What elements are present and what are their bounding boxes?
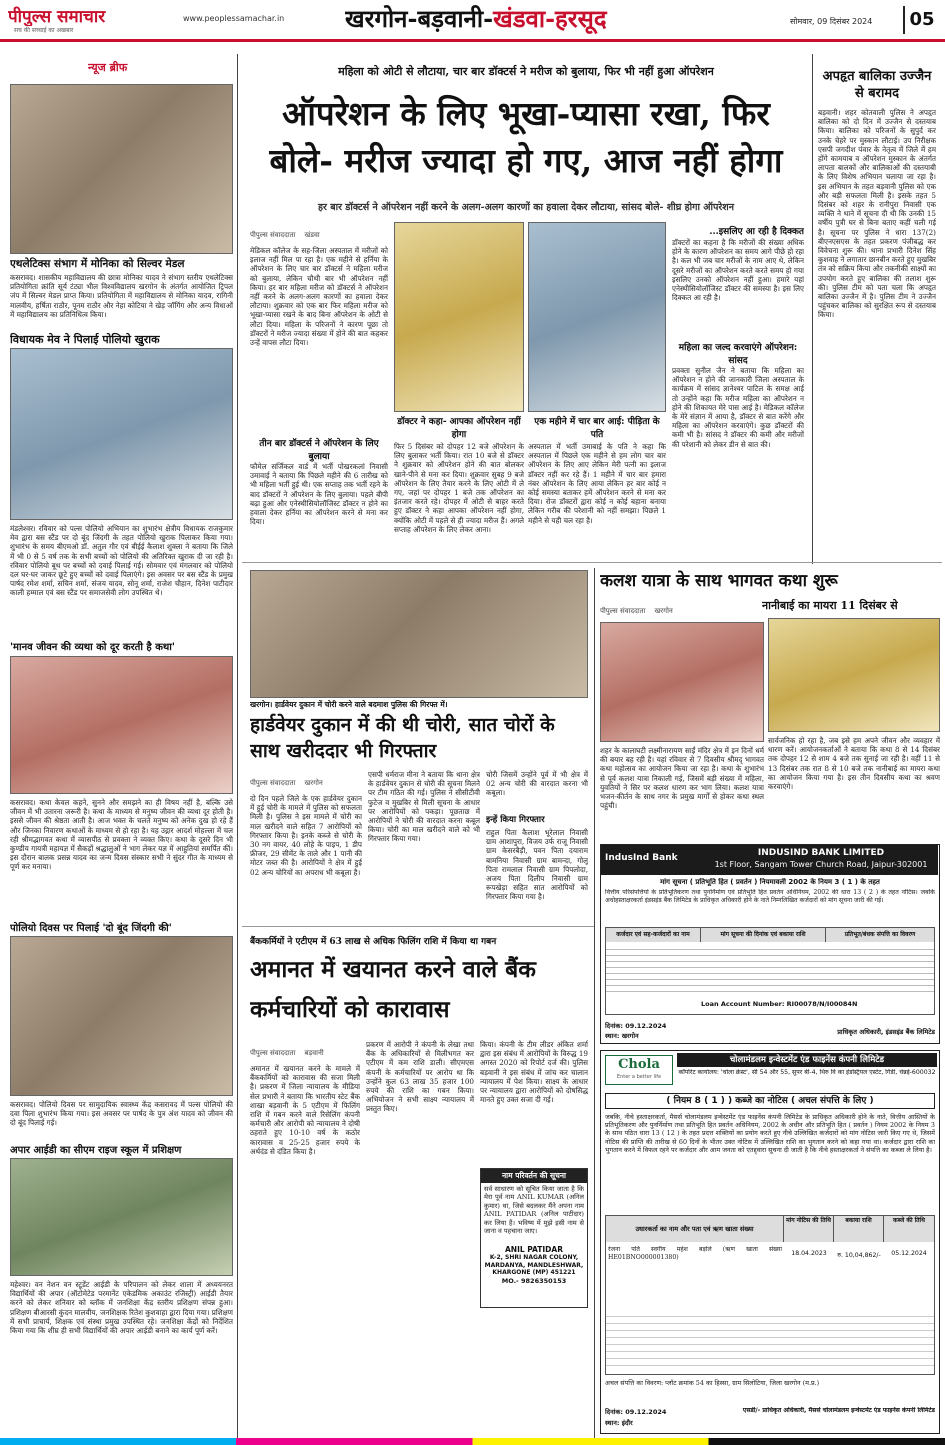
middle-column-rule (594, 568, 595, 1438)
chola-row-amount: रु. 10,04,862/- (837, 1252, 881, 1259)
kalash-subhead: नानीबाई का मायरा 11 दिसंबर से (762, 599, 898, 612)
edition-title (345, 2, 765, 38)
indusind-th-borrower: कर्जदार एवं सह-कर्जदारों का नाम (606, 928, 701, 942)
lead-deck: हर बार डॉक्टर्स ने ऑपरेशन नहीं करने के अलग-अलग कारणों का हवाला देकर लौटाया, सांसद बोले- शीघ्र होगा ऑपरेशन (317, 202, 734, 213)
bank-col3: किया। कंपनी के टीम लीडर अंकित शर्मा द्वारा इस संबंध में आरोपियों के विरुद्ध 19 अगस्त 2020 को रिपोर्ट दर्ज की। पुलिस बड़वानी ने इस संबंध में जांच कर चालान न्यायालय में पेश किया। साक्ष्य के आधार पर न्यायालय द्वारा आरोपियों को दोषसिद्ध मानते हुए उक्त सजा दी गई। (480, 1040, 588, 1105)
brand-tagline: सच की सच्चाई का अखबार (14, 27, 74, 34)
indusind-table (605, 927, 935, 1015)
brief-body-apaar-id: महेश्वर। वन नेशन वन स्टूडेंट आईडी के परिपालन को लेकर शाला में अध्ययनरत विद्यार्थियों की अपार (ऑटोमेटेड परमानेंट एकेडमिक अकाउंट रजिस्ट्री) आईडी तैयार करने को लेकर शनिवार को ब्लॉक में जनशिक्षा केंद्र स्तरीय प्रशिक्षण संपन्न हुआ। प्रशिक्षण बीआरसी कुंदन मालवीय, जनशिक्षक रितेश कुशवाहा द्वारा दिया गया। प्रशिक्षण में सभी प्राचार्य, शिक्षक एवं संस्था प्रमुख उपस्थित रहे। जनशिक्षा केंद्रों को निर्देशित किया गया कि शीघ्र ही सभी विद्यार्थियों की अपार आईडी बनाने का कार्य पूर्ण करें। (10, 1280, 233, 1336)
brand-logo (8, 4, 178, 26)
bank-col2: प्रकरण में आरोपी ने कंपनी के लेखा तथा बैंक के अधिकारियों से मिलीभगत कर एटीएम में कम राशि डाली। सीएमएस कंपनी के कर्मचारियों पर आरोप था कि उन्होंने कुल 63 लाख 35 हजार 100 रुपये की राशि का गबन किया। अभियोजन ने सभी साक्ष्य न्यायालय में प्रस्तुत किए। (366, 1040, 474, 1114)
lead-col1: मेडिकल कॉलेज के सह-जिला अस्पताल में मरीजों को इलाज नहीं मिल पा रहा है। एक महीने से हर्निया के ऑपरेशन के लिए चार बार डॉक्टर्स ने महिला मरीज को बुलाया, लेकिन चौथी बार भी ऑपरेशन नहीं किया। हर बार महिला मरीज को डॉक्टर्स ने ऑपरेशन नहीं करने के अलग-अलग कारणों का हवाला देकर लौटाया। शुक्रवार को एक बार फिर महिला मरीज को भूखा-प्यासा रखने के बाद बिना ऑपरेशन के ओटी से लौटा दिया। महिला के परिजनों ने कारण पूछा तो डॉक्टरों ने मरीज ज्यादा संख्या में होने की बात कहकर उन्हें वापस लौटा दिया। (250, 246, 388, 348)
chola-property: अचल संपत्ति का विवरण: प्लॉट क्रमांक 54 का हिस्सा, ग्राम सिलोटिया, जिला खरगोन (म.प्र.) (605, 1379, 820, 1387)
brief-title-apaar-id: अपार आईडी का सीएम राइज स्कूल में प्रशिक्षण (10, 1145, 182, 1156)
chola-row-lines (606, 1310, 934, 1370)
lead-col3: अस्पताल में भर्ती उमाबाई के पति ने कहा कि अस्पताल में पिछले एक महीने से हम लोग चार बार ऑपरेशन के लिए आए लेकिन मेरी पत्नी का इलाज डॉक्टर नहीं कर रहे हैं। 1 महीने में चार बार हमारा नंबर ऑपरेशन के लिए आया लेकिन हर बार कोई न कोई समस्या बताकर हमें ऑपरेशन करने से मना कर दिया। रोज डॉक्टरों द्वारा कोई न कोई बहाना बनाया लेकिन गरीब की परेशानी को नहीं समझा। पिछले 1 महीने से यही चल रहा है। (528, 442, 666, 525)
news-brief-label: न्यूज ब्रीफ (88, 61, 128, 74)
lead-side-label: ...इसलिए आ रही है दिक्कत (709, 227, 804, 237)
print-registration-strip (0, 1438, 945, 1445)
theft-col2: एसपी धर्मराज मीना ने बताया कि थाना क्षेत्र के हार्डवेयर दुकान से चोरी की सूचना मिलने पर टीम गठित की गई। पुलिस ने सीसीटीवी फुटेज व मुखबिर से मिली सूचना के आधार पर आरोपियों को पकड़ा। पूछताछ में आरोपियों ने चोरी की वारदात करना कबूल किया। चोरी का माल खरीदने वाले को भी गिरफ्तार किया गया। (368, 770, 480, 844)
lead-col2: फिर 5 दिसंबर को दोपहर 12 बजे ऑपरेशन के लिए बुलाकर भर्ती किया। रात 10 बजे से डॉक्टर ने शुक्रवार को ऑपरेशन होने की बात बोलकर खाने-पीने से मना कर दिया। शुक्रवार सुबह 9 बजे ऑपरेशन के लिए तैयार करने के लिए ओटी में ले गए, जहां पर दोपहर 1 बजे तक ऑपरेशन का इंतजार करते रहे। दोपहर में ओटी से बाहर करते हुए डॉक्टर ने कहा आपका ऑपरेशन नहीं होगा, क्योंकि ओटी में पहले से ही ज्यादा मरीज हैं। अगले सप्ताह ऑपरेशन के लिए लेकर आना। (394, 442, 524, 534)
indusind-address: 1st Floor, Sangam Tower Church Road, Jaipur-302001 (714, 860, 928, 869)
theft-col3b: राहुल पिता कैलाश भूरेलाल निवासी ग्राम आशापुरा, विजय उर्फ राजू निवासी ग्राम केसरबैड़ी, पवन पिता दयाराम बामनिया निवासी ग्राम बामन्दा, गोलू पिता रामलाल निवासी ग्राम पिपलोदा, अजय पिता दिलीप निवासी ग्राम रूपखेड़ा सहित सात आरोपियों को गिरफ्तार किया गया है। (486, 828, 588, 902)
lead-col4: डॉक्टरों का कहना है कि मरीजों की संख्या अधिक होने के कारण ऑपरेशन का समय आगे पीछे हो रहा है। कल भी जब चार मरीजों के नाम आए थे, लेकिन दूसरे मरीजों का ऑपरेशन करते करते समय हो गया इसलिए उनको ऑपरेशन नहीं हुआ। हमारे यहां एनेस्थीसियोलॉजिस्ट डॉक्टर की समस्या है। इस लिए दिक्कत आ रही है। (672, 238, 804, 303)
chola-title: ( नियम 8 ( 1 ) ) कब्जे का नोटिस ( अचल संपत्ति के लिए ) (605, 1093, 935, 1109)
brief-photo-athletes (10, 84, 233, 254)
chola-logo-word: Chola (618, 1057, 660, 1072)
chola-notice (600, 1050, 940, 1434)
theft-photo (250, 570, 588, 698)
brief-title-katha: 'मानव जीवन की व्यथा को दूर करती है कथा' (10, 642, 175, 653)
indusind-name: INDUSIND BANK LIMITED (757, 848, 885, 858)
kalash-col2: सार्वजनिक हो रहा है, जब इसे हम अपने जीवन और व्यवहार में धारण करें। आयोजनकर्ताओं ने बताया कि कथा 8 से 14 दिसंबर तक दोपहर 12 से शाम 4 बजे तक सुनाई जा रही है। वहीं 11 से 13 दिसंबर तक रात 8 से 10 बजे तक नानीबाई का मायरा कथा का आयोजन किया गया है। इस तीन दिवसीय कथा का श्रवण करवाएंगे। (768, 736, 940, 792)
kalash-photo-1 (600, 622, 764, 742)
indusind-loan-number: Loan Account Number: RI00078/N/I00084N (701, 1000, 858, 1008)
chola-th-demand-date: मांग नोटिस की तिथि (784, 1216, 834, 1242)
indusind-date: दिनांक: 09.12.2024 (605, 1022, 667, 1030)
chola-date: दिनांक: 09.12.2024 (605, 1408, 667, 1416)
bank-byline-name: पीपुल्स संवाददाता (250, 1049, 296, 1057)
lead-photo-hospital (528, 222, 666, 412)
theft-col1: दो दिन पहले जिले के एक हार्डवेयर दुकान में हुई चोरी के मामले में पुलिस को सफलता मिली है। पुलिस ने इस मामले में चोरी का माल खरीदने वाले सहित 7 आरोपियों को गिरफ्तार किया है। इनके कब्जे से चोरी के 30 नग वायर, 40 लोहे के पाइप, 1 डीप फ्रीजर, 29 सीमेंट के ताले और 1 पानी की मोटर जब्त की है। आरोपियों ने क्षेत्र में हुई 02 अन्य चोरियों का अपराध भी कबूला है। (250, 794, 362, 877)
lead-byline-place: खंडवा (304, 231, 320, 239)
bank-kicker: बैंककर्मियों ने एटीएम में 63 लाख से अधिक फिलिंग राशि में किया था गबन (250, 937, 497, 947)
bank-headline: अमानत में खयानत करने वाले बैंक कर्मचारियों को कारावास (250, 956, 536, 1023)
lead-photo-patient (394, 222, 524, 412)
theft-headline: हार्डवेयर दुकान में की थी चोरी, सात चोरों के साथ खरीददार भी गिरफ्तार (250, 714, 555, 762)
brief-body-polio-day: कसरावद। पोलियो दिवस पर सामुदायिक स्वास्थ्य केंद्र कसरावद में पल्स पोलियो की दवा पिला शुभारंभ किया गया। इस अवसर पर पार्षद के पुत्र अंश यादव को जीवन की दो बूंद पिलाई गई। (10, 1100, 233, 1128)
name-change-notice (480, 1168, 588, 1308)
chola-row-possession: 05.12.2024 (891, 1250, 927, 1257)
lead-col1b: फौमेल सर्जिकल वार्ड में भर्ती पोखरकलां निवासी उमावाई ने बताया कि पिछले महीने की 6 तारीख को भी महिला भर्ती हुई थी। एक सप्ताह तक भर्ती रहने के बाद डॉक्टरों ने ऑपरेशन के लिए बुलाया। पहले बीपी बढ़ा हुआ और एनेस्थीसियोलॉजिस्ट डॉक्टर न होने का हवाला देकर हर्निया का ऑपरेशन करने से मना कर दिया। (250, 462, 388, 527)
theft-subhead: इन्हें किया गिरफ्तार (486, 815, 545, 825)
chola-address: कॉर्पोरेट कार्यालय: 'चोला क्रेस्ट', सी 54 और 55, सुपर बी-4, थिरु वि का इंडस्ट्रियल एस्टेट, गिंडी, चेन्नई-600032 (678, 1069, 936, 1076)
brief-title-polio-mla: विधायक मेव ने पिलाई पोलियो खुराक (10, 333, 160, 346)
theft-byline (250, 770, 370, 790)
chola-th-amount: बकाया राशि (834, 1216, 884, 1242)
indusind-place: स्थान: खरगोन (605, 1032, 639, 1040)
site-url[interactable]: www.peoplessamachar.in (183, 14, 285, 23)
lead-col4b: प्रवक्ता सुनील जैन ने बताया कि महिला का ऑपरेशन न होने की जानकारी जिला अस्पताल के कार्यक्रम में सांसद ज्ञानेश्वर पाटिल के समक्ष आई तो उन्होंने कहा कि मरीज महिला का ऑपरेशन न होने की शिकायत मेरे पास आई है। मेडिकल कॉलेज के मेरे संज्ञान में आया है, डॉक्टर से बात करेंगे और महिला का ऑपरेशन करवाएंगे। कुछ डॉक्टरों की कमी भी है। सांसद ने डॉक्टर की कमी और मरीजों की परेशानी को लेकर डीन से बात की। (672, 366, 804, 449)
indusind-signer: प्राधिकृत अधिकारी, इंडसइंड बैंक लिमिटेड (837, 1028, 935, 1036)
notice-address: K-2, SHRI NAGAR COLONY, MARDANYA, MANDLESHWAR, KHARGONE (MP) 451221 (484, 1254, 584, 1277)
lead-kicker: महिला को ओटी से लौटाया, चार बार डॉक्टर्स ने मरीज को बुलाया, फिर भी नहीं हुआ ऑपरेशन (338, 65, 714, 78)
theft-col3: चोरी जिसमें उन्होंने पूर्व में भी क्षेत्र में 02 अन्य चोरी की वारदात करना भी कबूला। (486, 770, 588, 798)
brand-name: पीपुल्स समाचार (8, 7, 106, 26)
brief-photo-polio-day (10, 936, 233, 1096)
chola-row-demand-date: 18.04.2023 (791, 1250, 827, 1257)
kalash-headline: कलश यात्रा के साथ भागवत कथा शुरू (600, 571, 838, 591)
left-column-rule (237, 54, 238, 1439)
news-brief-column (10, 54, 233, 1434)
lead-photo-caption-2: एक महीने में चार बार आई: पीड़िता के पति (534, 417, 660, 440)
abducted-headline: अपहृत बालिका उज्जैन से बरामद (822, 69, 932, 101)
brief-photo-polio-mla (10, 348, 233, 520)
right-column-rule (812, 54, 813, 564)
brief-body-katha: कसरावद। कथा केवल कहने, सुनने और समझने का ही विषय नहीं है, बल्कि उसे जीवन में भी उतारना जरूरी है। कथा के माध्यम से मनुष्य जीवन की व्यथा दूर होती है। इससे जीवन की श्रेष्ठता आती है। आज भक्त के चलते मनुष्य को अनेक दुख हो रहे हैं और जिनका निवारण कथाओं के माध्यम से हो रहा है। यह उद्गार आदर्श मोहल्ला में चल रही श्रीमद्भागवत कथा में व्यासपीठ से प्रवक्ता ने व्यक्त किए। कथा के दूसरे दिन भी कुण्डीय गायत्री महायज्ञ में सैकड़ों श्रद्धालुओं ने भाग लेकर यज्ञ में आहुतियां समर्पित कीं। इस दौरान बालक प्रसन्न यादव का जन्म दिवस संस्कार सभी ने सुंदर गीत के माध्यम से पूर्ण कर मनाया। (10, 798, 233, 872)
notice-body: सर्व साधारण को सूचित किया जाता है कि मेरा पूर्व नाम ANIL KUMAR (अनिल कुमार) था, जिसे बदलकर मैंने अपना नाम ANIL PATIDAR (अनिल पाटीदार) कर लिया है। भविष्य में मुझे इसी नाम से जाना व पहचाना जाए। (484, 1185, 584, 1236)
brief-title-polio-day: पोलियो दिवस पर पिलाई 'दो बूंद जिंदगी की' (10, 923, 172, 934)
indusind-th-demand: मांग सूचना की दिनांक एवं बकाया राशि (701, 928, 826, 942)
theft-photo-caption: खरगोन। हार्डवेयर दुकान में चोरी करने वाले बदमाश पुलिस की गिरफ्त में। (250, 700, 448, 709)
kalash-byline-place: खरगोन (654, 607, 673, 615)
chola-th-possession: कब्जे की तिथि (884, 1216, 934, 1242)
kalash-col1: शहर के कालाघटी लक्ष्मीनारायण साईं मंदिर क्षेत्र में इन दिनों धर्म की बयार बह रही है। यहां रविवार से 7 दिवसीय श्रीमद् भागवत कथा महोत्सव का आयोजन किया जा रहा है। कथा के शुभारंभ से पूर्व कलश यात्रा निकाली गई, जिसमें बड़ी संख्या में महिला, युवतियों ने सिर पर कलश धारण कर भाग लिया। कलश यात्रा भजन-कीर्तन के साथ नगर के प्रमुख मार्गों से होकर कथा स्थल पहुंची। (600, 746, 764, 811)
lead-byline (250, 222, 390, 242)
chola-body: जबकि, नीचे हस्ताक्षरकर्ता, मैसर्स चोलामंडलम इन्वेस्टमेंट एंड फाइनेंस कंपनी लिमिटेड के प्राधिकृत अधिकारी होने के नाते, वित्तीय आस्तियों के प्रतिभूतिकरण और पुनर्निर्माण तथा प्रतिभूति हित प्रवर्तन अधिनियम, 2002 के अधीन और प्रतिभूति हित ( प्रवर्तन ) नियम 2002 के नियम 3 के साथ पठित धारा 13 ( 12 ) के तहत प्रदत्त शक्तियों का प्रयोग करते हुए नीचे उल्लिखित कर्जदारों को मांग नोटिस जारी किए गए थे, जिसमें नोटिस की प्राप्ति की तारीख से 60 दिनों के भीतर उक्त नोटिस में उल्लिखित राशि का भुगतान करने को कहा गया था। कर्जदार द्वारा राशि का भुगतान करने में विफल रहने पर कर्जदार और आम जनता को एतद्द्वारा सूचना दी जाती है कि नीचे हस्ताक्षरकर्ता ने संपत्ति का कब्जा ले लिया है। (605, 1113, 935, 1154)
page-number: 05 (903, 6, 939, 34)
issue-date: सोमवार, 09 दिसंबर 2024 (790, 17, 873, 26)
notice-name: ANIL PATIDAR (504, 1245, 563, 1254)
chola-signer: एसडी/- प्राधिकृत अधिकारी, मैसर्स चोलामंडलम इन्वेस्टमेंट एंड फाइनेंस कंपनी लिमिटेड (742, 1407, 935, 1414)
indusind-row-lines (606, 944, 934, 996)
bank-byline-place: बड़वानी (304, 1049, 324, 1057)
brief-photo-apaar-id (10, 1158, 233, 1276)
bank-col1: अमानत में खयानत करने के मामले में बैंककर्मियों को कारावास की सजा मिली है। प्रकरण में जिला न्यायालय के मीडिया सेल प्रभारी ने बताया कि भारतीय स्टेट बैंक शाखा बड़वानी के 5 एटीएम में फिलिंग राशि में गबन करने वाले रिसेलिंग कंपनी कर्मचारी और आरोपी को न्यायालय ने दोषी ठहराते हुए 10-10 वर्ष के कठोर कारावास व 25-25 हजार रुपये के अर्थदंड से दंडित किया है। (250, 1064, 360, 1156)
chola-logo-tag: Enter a better life (616, 1074, 662, 1080)
lead-byline-name: पीपुल्स संवाददाता (250, 231, 296, 239)
edition-part2: खंडवा-हरसूद (493, 4, 607, 33)
notice-heading: नाम परिवर्तन की सूचना (481, 1169, 587, 1183)
indusind-header (601, 845, 938, 875)
indusind-body: वित्तीय परिसंपत्तियों के प्रतिभूतिकरण तथा पुनर्निर्माण एवं प्रतिभूति हित प्रवर्तन अधिनियम, 2002 की धारा 13 ( 2 ) के तहत नोटिस। जबकि अधोहस्ताक्षरकर्ता इंडसइंड बैंक लिमिटेड के प्राधिकृत अधिकारी होने के नाते निम्नलिखित कर्जदारों को मांग सूचना जारी की गई। (605, 889, 935, 904)
lead-headline: ऑपरेशन के लिए भूखा-प्यासा रखा, फिर बोले- मरीज ज्यादा हो गए, आज नहीं होगा (269, 94, 783, 180)
abducted-body: बड़वानी। शहर कोतवाली पुलिस ने अपहृत बालिका को दो दिन में उज्जैन से दस्तयाब किया। बालिका को परिजनों के सुपुर्द कर उनके चेहरे पर मुस्कान लौटाई। उप निरीक्षक एसपी जगदीश पंवार के नेतृत्व में जिले में हम होंगे कामयाब व ऑपरेशन मुस्कान के अंतर्गत लापता बालकों और बालिकाओं की दस्तयाबी के लिए विशेष अभियान चलाया जा रहा है। इस अभियान के तहत बड़वानी पुलिस को एक और बड़ी सफलता मिली है। इसके तहत 5 दिसंबर को शहर के रानीपुरा निवासी एक व्यक्ति ने थाने में सूचना दी थी कि उनकी 15 वर्षीय पुत्री घर से बिना बताए कहीं चली गई है। सूचना पर पुलिस ने धारा 137(2) बीएनएसएस के तहत प्रकरण पंजीबद्ध कर विवेचना शुरू की। थाना प्रभारी दिनेश सिंह कुशवाह ने लगातार छानबीन करते हुए मुखबिर तंत्र को सक्रिय किया और तकनीकी साक्ष्यों का उपयोग करते हुए बालिका की तलाश शुरू की। पुलिस टीम को पता चला कि अपहृत बालिका उज्जैन में है। पुलिस टीम ने उज्जैन पहुंचकर बालिका को सुरक्षित रूप से दस्तयाब किया। (818, 108, 936, 320)
indusind-logo: IndusInd Bank (605, 853, 678, 863)
chola-name: चोलामंडलम इन्वेस्टमेंट एंड फाइनेंस कंपनी लिमिटेड (677, 1053, 937, 1067)
masthead (0, 0, 945, 42)
chola-th-borrower: उधारकर्ता का नाम और पता एवं ऋण खाता संख्या (606, 1216, 784, 1242)
brief-title-athletics: एथलेटिक्स संभाग में मोनिका को सिल्वर मेडल (10, 258, 185, 270)
indusind-notice (600, 844, 940, 1044)
theft-bottom-rule (242, 926, 594, 927)
chola-row-borrower: रंजना पति स्वर्गीय महेश बड़ोले (ऋण खाता संख्या HE01BNO000001380) (608, 1246, 782, 1261)
indusind-th-property: प्रतिभूत/बंधक संपत्ति का विवरण (826, 928, 934, 942)
chola-place: स्थान: इंदौर (605, 1419, 633, 1427)
kalash-byline-name: पीपुल्स संवाददाता (600, 607, 646, 615)
brief-body-polio-mla: मंडलेश्वर। रविवार को पल्स पोलियो अभियान का शुभारंभ क्षेत्रीय विधायक राजकुमार मेव द्वारा बस स्टैंड पर दो बूंद जिंदगी के तहत पोलियो खुराक पिलाकर किया गया। शुभारंभ के समय बीएमओ डॉ. अतुल गौर एवं बीईई कैलाश शुक्ला ने बताया कि जिले में भी 0 से 5 वर्ष तक के सभी बच्चों को पोलियो की अतिरिक्त खुराक दी जा रही है। रविवार पोलियो बूथ पर बच्चों को दवाई पिलाई गई। सोमवार एवं मंगलवार को पोलियो दल घर-घर जाकर छूटे हुए बच्चों को दवाई पिलाएंगे। इस अवसर पर बस स्टैंड के प्रमुख पार्षद रमेश शर्मा, सचिन शर्मा, संजय यादव, सोनू शर्मा, राजेश चौहान, दिनेश पाटीदार काली हम्माल एवं बस स्टैंड पर समाजसेवी लोग उपस्थित थे। (10, 524, 233, 598)
lead-subhead-1: तीन बार डॉक्टर्स ने ऑपरेशन के लिए बुलाया (259, 439, 379, 462)
lead-photo-caption-1: डॉक्टर ने कहा- आपका ऑपरेशन नहीं होगा (397, 417, 521, 440)
indusind-title: मांग सूचना ( प्रतिभूति हित ( प्रवर्तन ) नियमावली 2002 के नियम 3 ( 1 ) के तहत (660, 878, 880, 886)
notice-mobile: MO.- 9826350153 (501, 1276, 567, 1285)
chola-logo (605, 1055, 673, 1085)
bank-byline (250, 1040, 360, 1060)
theft-byline-name: पीपुल्स संवाददाता (250, 779, 296, 787)
chola-table (605, 1215, 935, 1375)
brief-photo-katha (10, 656, 233, 794)
kalash-byline (600, 598, 740, 618)
lead-bottom-rule (242, 562, 942, 563)
theft-byline-place: खरगोन (304, 779, 323, 787)
edition-part1: खरगोन-बड़वानी- (345, 4, 494, 33)
kalash-photo-2 (768, 618, 940, 732)
brief-body-athletics: कसरावद। शासकीय महाविद्यालय की छात्रा मोनिका यादव ने संभाग स्तरीय एथलेटिक्स प्रतियोगिता क्रांति सूर्य टंट्या भील विश्वविद्यालय खरगोन के अंतर्गत आयोजित ट्रिपल जंप में सिल्वर मेडल प्राप्त किया। प्रतियोगिता में महाविद्यालय से मोनिका यादव, रागिनी मालवीय, हर्षिता राठौर, पूनम राठौर और नेहा कोटिया ने खेड़ जॉगिंग और अन्य विधाओं में महाविद्यालय का प्रतिनिधित्व किया। (10, 273, 233, 319)
lead-subhead-2: महिला का जल्द करवाएंगे ऑपरेशन: सांसद (678, 343, 798, 366)
